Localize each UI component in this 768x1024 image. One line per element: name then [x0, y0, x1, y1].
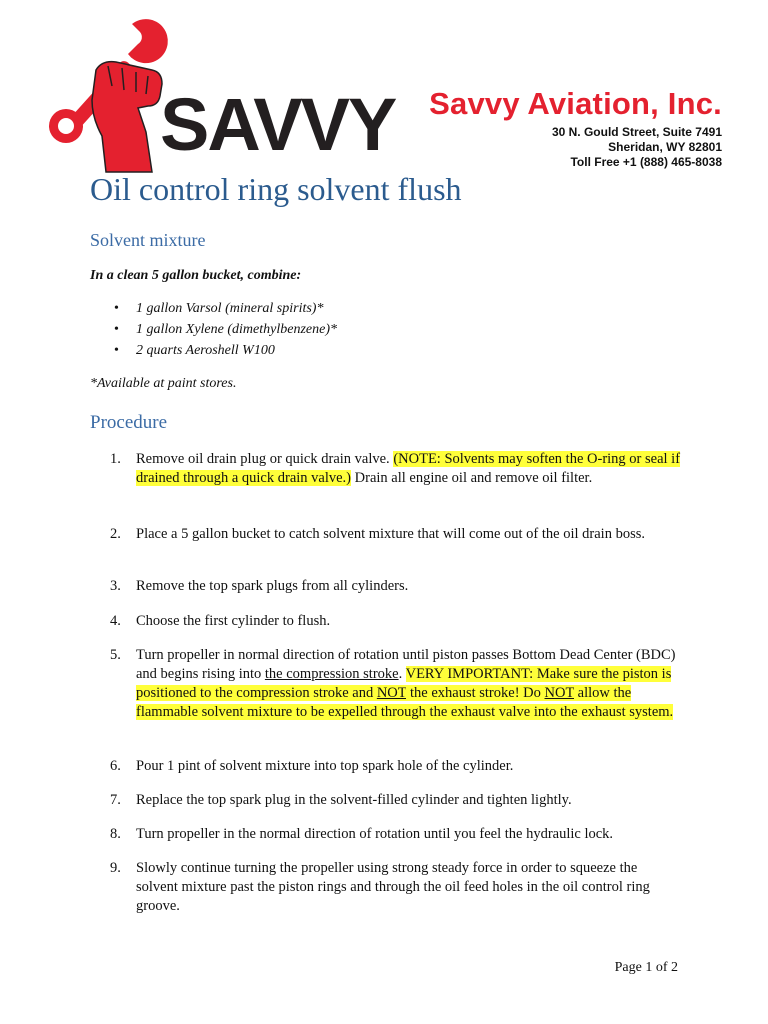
- savvy-logo: [48, 18, 396, 166]
- step-text-run: the exhaust stroke! Do: [406, 685, 545, 701]
- step-number: 2.: [110, 526, 121, 542]
- step-text: [136, 525, 682, 544]
- step-text: [136, 450, 682, 488]
- savvy-wordmark: SAVVY: [160, 83, 396, 166]
- step-text-run: (NOTE: Solvents may soften the O-ring or seal if drained through a quick drain valve.): [136, 451, 681, 486]
- step-number: 9.: [110, 860, 121, 876]
- mixture-intro: In a clean 5 gallon bucket, combine:: [90, 268, 302, 283]
- step-text: [136, 757, 682, 776]
- step-text-run: VERY IMPORTANT: Make sure the piston is positioned to the compression stroke and: [136, 666, 672, 701]
- step-text-run: Remove oil drain plug or quick drain valve.: [136, 451, 394, 467]
- address-line-2: Sheridan, WY 82801: [608, 140, 722, 154]
- page-number: Page 1 of 2: [614, 960, 678, 975]
- step-number: 5.: [110, 647, 121, 663]
- step-text-run: Slowly continue turning the propeller using strong steady force in order to squeeze the solvent mixture past the piston rings and through the oil feed holes in the oil control ring groove.: [136, 860, 650, 914]
- step-text-run: Place a 5 gallon bucket to catch solvent mixture that will come out of the oil drain boss.: [136, 526, 645, 542]
- step-text-run: allow the flammable solvent mixture to be expelled through the exhaust valve into the exhaust system.: [136, 685, 674, 720]
- company-address: [552, 125, 722, 170]
- step-text-run: Pour 1 pint of solvent mixture into top spark hole of the cylinder.: [136, 758, 514, 774]
- step-text-run: Turn propeller in normal direction of rotation until piston passes Bottom Dead Center (BDC) and begins rising into: [136, 647, 676, 682]
- step-text-run: Remove the top spark plugs from all cylinders.: [136, 578, 409, 594]
- mixture-item: • 1 gallon Varsol (mineral spirits)*: [90, 298, 337, 319]
- step-text-run: Drain all engine oil and remove oil filter.: [351, 470, 593, 486]
- step-text-run: the compression stroke: [264, 666, 399, 682]
- phone-line: Toll Free +1 (888) 465-8038: [570, 155, 722, 169]
- step-text: [136, 825, 682, 844]
- step-number: 1.: [110, 451, 121, 467]
- step-number: 6.: [110, 758, 121, 774]
- step-text-run: Choose the first cylinder to flush.: [136, 613, 331, 629]
- step-text: [136, 577, 682, 596]
- company-name: Savvy Aviation, Inc.: [429, 86, 722, 121]
- step-text: [136, 859, 682, 916]
- step-text: [136, 646, 682, 722]
- step-text-run: Turn propeller in the normal direction of rotation until you feel the hydraulic lock.: [136, 826, 614, 842]
- step-number: 4.: [110, 613, 121, 629]
- section-heading-solvent: Solvent mixture: [90, 230, 206, 250]
- mixture-list: [90, 298, 337, 361]
- address-line-1: 30 N. Gould Street, Suite 7491: [551, 125, 722, 139]
- step-number: 3.: [110, 578, 121, 594]
- section-heading-procedure: Procedure: [90, 412, 168, 433]
- step-text-run: NOT: [544, 685, 575, 701]
- mixture-footnote: *Available at paint stores.: [90, 376, 237, 391]
- step-text-run: Replace the top spark plug in the solvent-filled cylinder and tighten lightly.: [136, 792, 572, 808]
- mixture-item: • 1 gallon Xylene (dimethylbenzene)*: [90, 319, 337, 340]
- mixture-item: • 2 quarts Aeroshell W100: [90, 340, 337, 361]
- fist-wrench-icon: [48, 18, 396, 166]
- company-header: [429, 86, 722, 122]
- step-number: 7.: [110, 792, 121, 808]
- step-text: [136, 612, 682, 631]
- document-title: Oil control ring solvent flush: [90, 171, 462, 207]
- step-text-run: NOT: [376, 685, 407, 701]
- step-number: 8.: [110, 826, 121, 842]
- step-text-run: .: [398, 666, 406, 682]
- step-text: [136, 791, 682, 810]
